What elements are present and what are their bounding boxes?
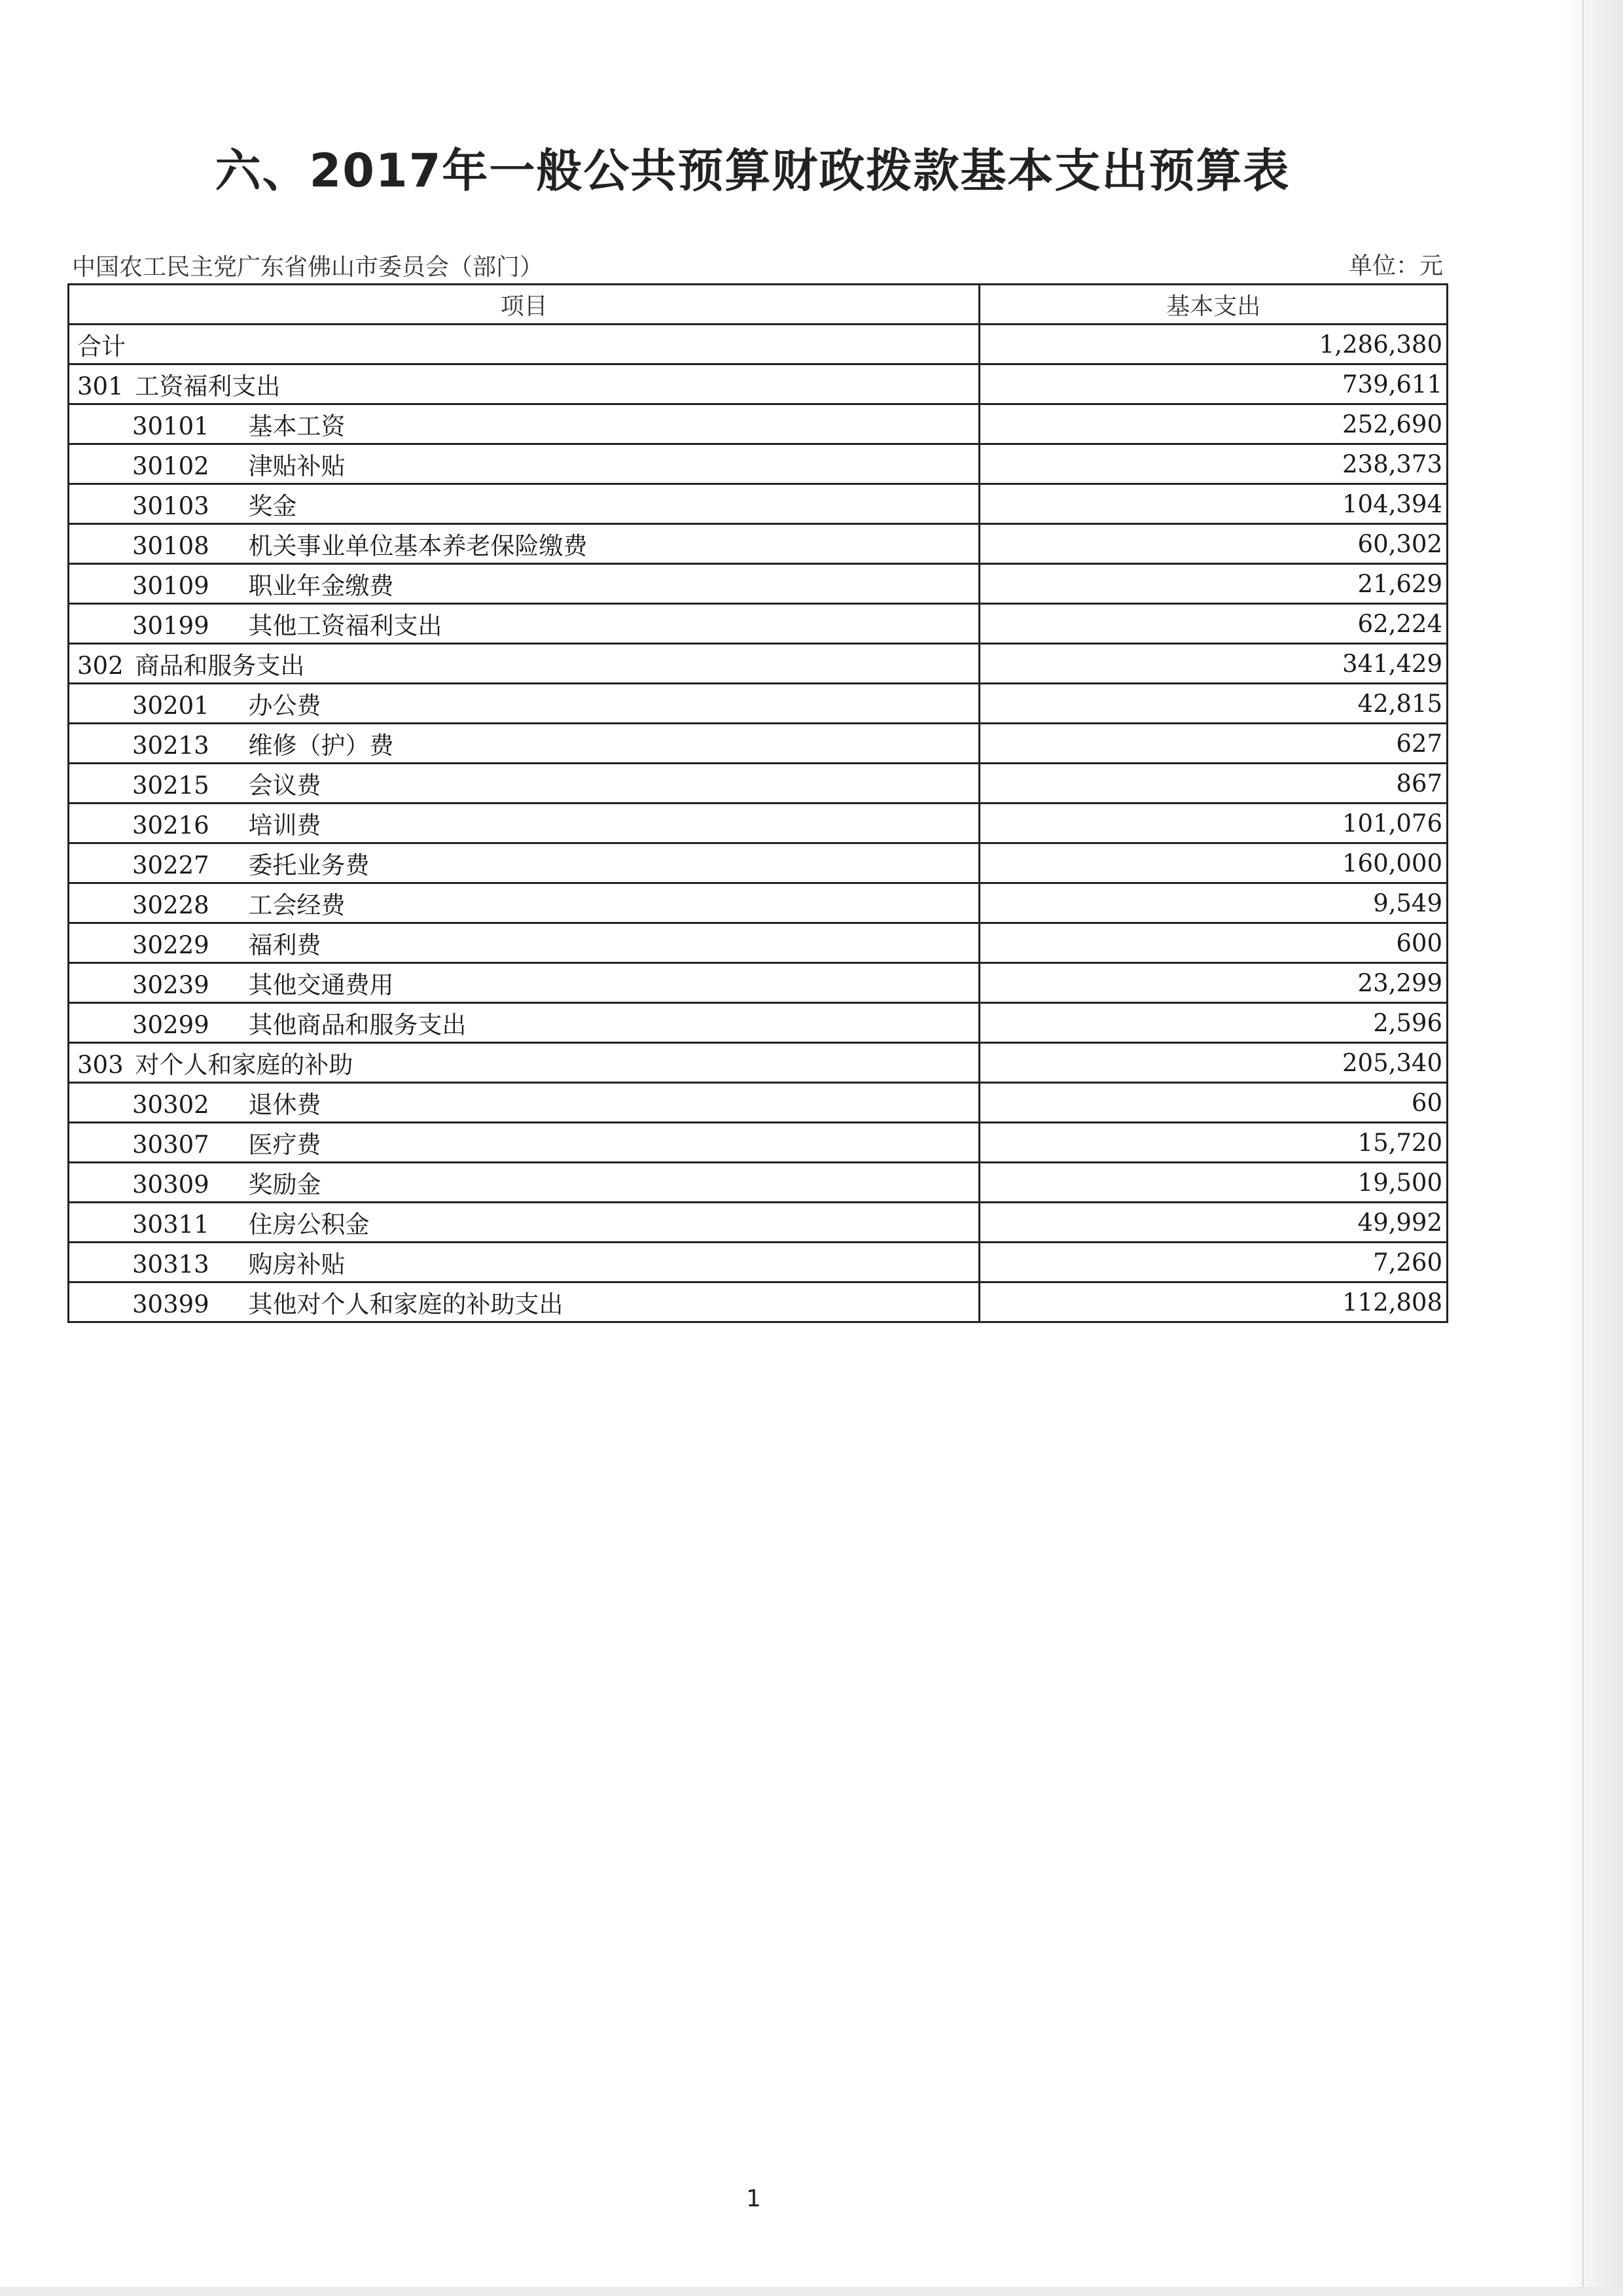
row-item-text bbox=[69, 1131, 321, 1159]
row-name: 维修（护）费 bbox=[248, 732, 394, 760]
row-amount: 15,720 bbox=[980, 1123, 1448, 1163]
row-name: 其他对个人和家庭的补助支出 bbox=[248, 1290, 563, 1318]
row-name: 会议费 bbox=[248, 771, 321, 800]
table-row bbox=[69, 1282, 1448, 1322]
table-row bbox=[69, 564, 1448, 604]
budget-table bbox=[67, 283, 1448, 1323]
row-name: 福利费 bbox=[248, 931, 321, 959]
row-item-text bbox=[69, 732, 393, 760]
row-code: 30229 bbox=[132, 931, 209, 959]
row-name: 合计 bbox=[77, 332, 126, 361]
table-row bbox=[69, 404, 1448, 444]
row-name: 奖金 bbox=[248, 492, 297, 520]
table-row bbox=[69, 804, 1448, 843]
table-row bbox=[69, 923, 1448, 963]
row-amount: 62,224 bbox=[980, 604, 1448, 644]
row-item-cell bbox=[69, 564, 980, 604]
row-code: 30216 bbox=[132, 811, 209, 839]
table-header-row bbox=[69, 285, 1448, 325]
row-item-cell bbox=[69, 1163, 980, 1203]
row-item-cell bbox=[69, 684, 980, 724]
row-name: 工会经费 bbox=[248, 891, 346, 919]
page-title: 六、2017年一般公共预算财政拨款基本支出预算表 bbox=[215, 144, 1291, 198]
row-item-cell bbox=[69, 524, 980, 564]
row-code: 30311 bbox=[132, 1210, 209, 1239]
row-item-text bbox=[69, 891, 345, 919]
row-item-cell bbox=[69, 604, 980, 644]
row-code: 30213 bbox=[132, 732, 209, 760]
row-amount: 7,260 bbox=[980, 1243, 1448, 1282]
row-code: 303 bbox=[77, 1051, 124, 1079]
scan-bottom-edge bbox=[0, 2287, 1623, 2296]
row-item-text bbox=[69, 332, 126, 361]
row-name: 其他工资福利支出 bbox=[248, 612, 442, 640]
row-code: 30199 bbox=[132, 612, 209, 640]
department-label: 中国农工民主党广东省佛山市委员会（部门） bbox=[72, 254, 544, 281]
row-name: 职业年金缴费 bbox=[248, 572, 394, 600]
row-item-cell bbox=[69, 804, 980, 843]
row-item-text bbox=[69, 1171, 321, 1199]
row-item-text bbox=[69, 452, 345, 480]
row-amount: 104,394 bbox=[980, 484, 1448, 524]
row-code: 30102 bbox=[132, 452, 209, 480]
row-amount: 112,808 bbox=[980, 1282, 1448, 1322]
row-item-cell bbox=[69, 1203, 980, 1243]
row-amount: 1,286,380 bbox=[980, 325, 1448, 364]
row-code: 30399 bbox=[132, 1290, 209, 1318]
row-name: 津贴补贴 bbox=[248, 452, 346, 480]
row-code: 30215 bbox=[132, 771, 209, 800]
row-name: 其他交通费用 bbox=[248, 971, 394, 999]
row-item-cell bbox=[69, 1083, 980, 1123]
table-body bbox=[69, 325, 1448, 1322]
row-name: 奖励金 bbox=[248, 1171, 321, 1199]
table-row bbox=[69, 604, 1448, 644]
row-code: 30109 bbox=[132, 572, 209, 600]
row-code: 30313 bbox=[132, 1250, 209, 1279]
row-amount: 42,815 bbox=[980, 684, 1448, 724]
row-amount: 60 bbox=[980, 1083, 1448, 1123]
table-row bbox=[69, 764, 1448, 804]
row-code: 301 bbox=[77, 372, 124, 400]
row-amount: 19,500 bbox=[980, 1163, 1448, 1203]
row-item-text bbox=[69, 771, 321, 800]
row-item-text bbox=[69, 492, 296, 520]
row-code: 30299 bbox=[132, 1011, 209, 1039]
row-name: 基本工资 bbox=[248, 412, 346, 440]
row-amount: 60,302 bbox=[980, 524, 1448, 564]
row-item-text bbox=[69, 1250, 345, 1279]
row-amount: 205,340 bbox=[980, 1043, 1448, 1083]
unit-label: 单位：元 bbox=[1348, 253, 1443, 279]
row-item-text bbox=[69, 1091, 321, 1119]
row-item-text bbox=[69, 1011, 466, 1039]
row-item-cell bbox=[69, 724, 980, 764]
row-name: 购房补贴 bbox=[248, 1250, 346, 1279]
row-amount: 2,596 bbox=[980, 1003, 1448, 1043]
row-item-cell bbox=[69, 325, 980, 364]
row-code: 30101 bbox=[132, 412, 209, 440]
row-name: 培训费 bbox=[248, 811, 321, 839]
table-row bbox=[69, 364, 1448, 404]
row-code: 30309 bbox=[132, 1171, 209, 1199]
row-amount: 341,429 bbox=[980, 644, 1448, 684]
row-name: 委托业务费 bbox=[248, 851, 370, 879]
row-name: 退休费 bbox=[248, 1091, 321, 1119]
row-amount: 627 bbox=[980, 724, 1448, 764]
row-item-cell bbox=[69, 1123, 980, 1163]
table-row bbox=[69, 325, 1448, 364]
table-row bbox=[69, 1043, 1448, 1083]
row-item-text bbox=[69, 612, 442, 640]
row-amount: 160,000 bbox=[980, 843, 1448, 883]
row-code: 30307 bbox=[132, 1131, 209, 1159]
row-item-cell bbox=[69, 843, 980, 883]
table-row bbox=[69, 1163, 1448, 1203]
row-item-cell bbox=[69, 1282, 980, 1322]
table-row bbox=[69, 883, 1448, 923]
row-item-cell bbox=[69, 404, 980, 444]
row-name: 其他商品和服务支出 bbox=[248, 1011, 467, 1039]
row-item-text bbox=[69, 412, 345, 440]
table-row bbox=[69, 1003, 1448, 1043]
row-name: 机关事业单位基本养老保险缴费 bbox=[248, 532, 588, 560]
row-item-cell bbox=[69, 1243, 980, 1282]
table-row bbox=[69, 524, 1448, 564]
row-item-cell bbox=[69, 1043, 980, 1083]
row-code: 30201 bbox=[132, 692, 209, 720]
row-item-text bbox=[69, 692, 321, 720]
row-item-cell bbox=[69, 923, 980, 963]
row-amount: 238,373 bbox=[980, 444, 1448, 484]
row-amount: 867 bbox=[980, 764, 1448, 804]
row-code: 30227 bbox=[132, 851, 209, 879]
table-row bbox=[69, 644, 1448, 684]
row-amount: 49,992 bbox=[980, 1203, 1448, 1243]
row-item-text bbox=[69, 971, 393, 999]
row-item-text bbox=[69, 811, 321, 839]
row-item-text bbox=[69, 931, 321, 959]
row-amount: 600 bbox=[980, 923, 1448, 963]
row-item-text bbox=[69, 1210, 369, 1239]
row-item-text bbox=[69, 1290, 563, 1318]
table-row bbox=[69, 1123, 1448, 1163]
row-code: 30108 bbox=[132, 532, 209, 560]
row-item-text bbox=[69, 572, 393, 600]
table-row bbox=[69, 1203, 1448, 1243]
table-row bbox=[69, 484, 1448, 524]
row-code: 30228 bbox=[132, 891, 209, 919]
row-item-cell bbox=[69, 1003, 980, 1043]
table-row bbox=[69, 1243, 1448, 1282]
row-item-text bbox=[69, 652, 304, 680]
row-item-cell bbox=[69, 484, 980, 524]
header-item: 项目 bbox=[69, 285, 980, 325]
row-item-text bbox=[69, 1051, 353, 1079]
row-item-cell bbox=[69, 644, 980, 684]
row-amount: 252,690 bbox=[980, 404, 1448, 444]
table-row bbox=[69, 963, 1448, 1003]
row-amount: 739,611 bbox=[980, 364, 1448, 404]
row-item-text bbox=[69, 851, 369, 879]
table-row bbox=[69, 843, 1448, 883]
row-name: 工资福利支出 bbox=[135, 372, 281, 400]
row-item-cell bbox=[69, 444, 980, 484]
row-item-cell bbox=[69, 883, 980, 923]
row-item-cell bbox=[69, 963, 980, 1003]
row-amount: 9,549 bbox=[980, 883, 1448, 923]
table-row bbox=[69, 1083, 1448, 1123]
table-row bbox=[69, 684, 1448, 724]
row-amount: 101,076 bbox=[980, 804, 1448, 843]
row-name: 商品和服务支出 bbox=[135, 652, 305, 680]
page-number: 1 bbox=[746, 2185, 761, 2212]
row-code: 30103 bbox=[132, 492, 209, 520]
row-item-cell bbox=[69, 364, 980, 404]
row-name: 办公费 bbox=[248, 692, 321, 720]
header-basic-expenditure: 基本支出 bbox=[980, 285, 1448, 325]
row-name: 住房公积金 bbox=[248, 1210, 370, 1239]
row-name: 对个人和家庭的补助 bbox=[135, 1051, 353, 1079]
row-item-text bbox=[69, 532, 587, 560]
row-item-cell bbox=[69, 764, 980, 804]
row-name: 医疗费 bbox=[248, 1131, 321, 1159]
table-row bbox=[69, 444, 1448, 484]
scan-edge-shadow bbox=[1564, 0, 1623, 2296]
row-code: 30239 bbox=[132, 971, 209, 999]
row-item-text bbox=[69, 372, 280, 400]
row-code: 302 bbox=[77, 652, 124, 680]
row-amount: 23,299 bbox=[980, 963, 1448, 1003]
row-amount: 21,629 bbox=[980, 564, 1448, 604]
row-code: 30302 bbox=[132, 1091, 209, 1119]
table-row bbox=[69, 724, 1448, 764]
